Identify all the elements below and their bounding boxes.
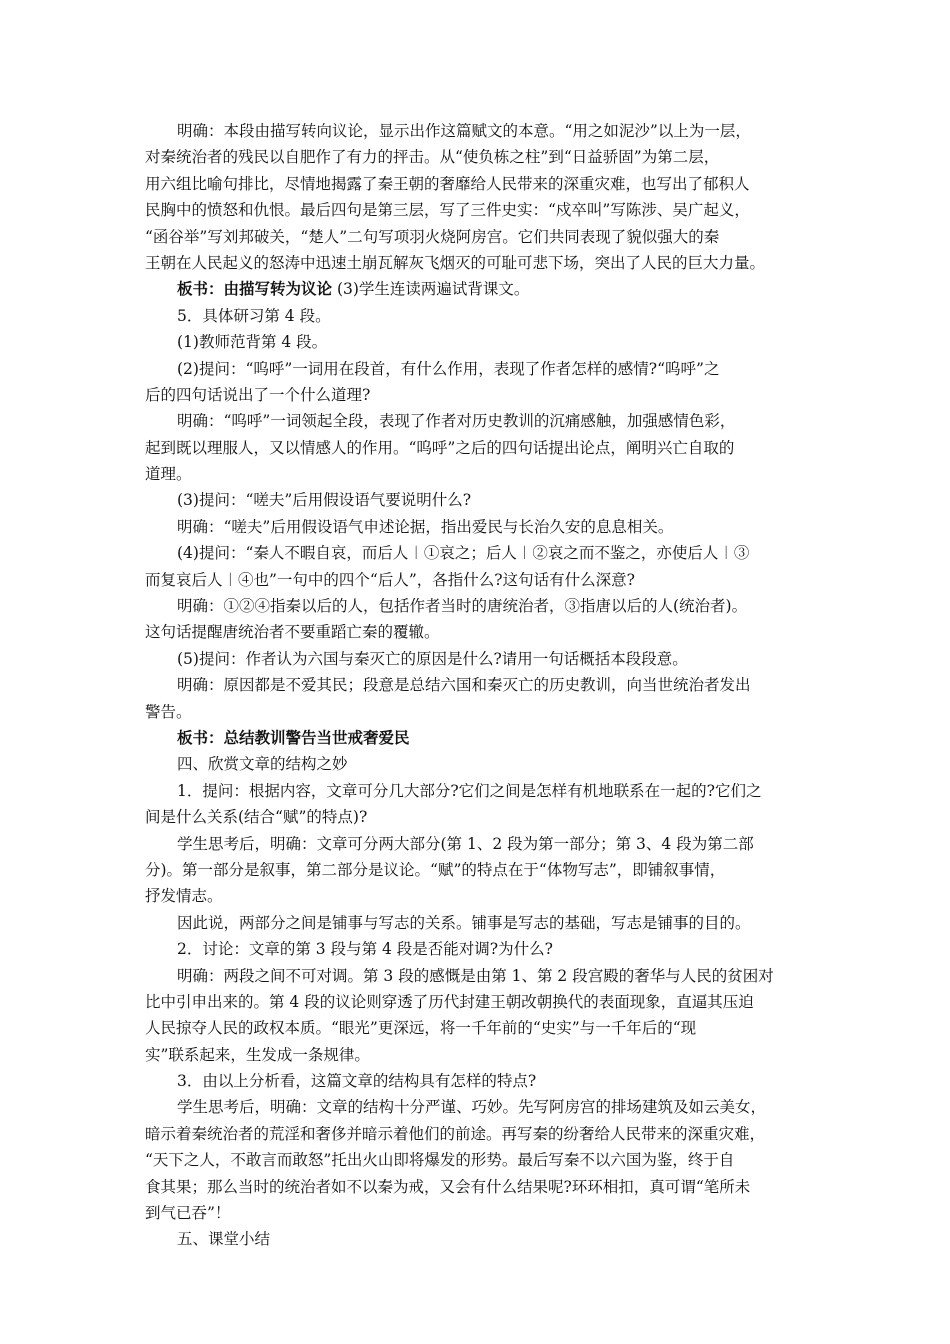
text-line — [145, 831, 809, 857]
line-text: 食其果；那么当时的统治者如不以秦为戒，又会有什么结果呢?环环相扣，真可谓“笔所未 — [145, 1177, 751, 1196]
line-text: 起到既以理服人，又以情感人的作用。“呜呼”之后的四句话提出论点，阐明兴亡自取的 — [145, 438, 735, 457]
line-text: (3)学生连读两遍试背课文。 — [332, 280, 530, 299]
text-line — [145, 910, 809, 936]
text-line — [145, 1174, 809, 1200]
line-text: 1．提问：根据内容，文章可分几大部分?它们之间是怎样有机地联系在一起的?它们之 — [177, 781, 762, 800]
text-line — [145, 144, 809, 170]
line-text: 3．由以上分析看，这篇文章的结构具有怎样的特点? — [177, 1072, 537, 1091]
line-text: 五、课堂小结 — [177, 1230, 271, 1249]
text-line — [145, 435, 809, 461]
line-text: 道理。 — [145, 465, 192, 484]
line-text: (5)提问：作者认为六国与秦灭亡的原因是什么?请用一句话概括本段段意。 — [177, 649, 688, 668]
text-line — [145, 593, 809, 619]
line-text: 这句话提醒唐统治者不要重蹈亡秦的覆辙。 — [145, 623, 440, 642]
text-line — [145, 514, 809, 540]
text-line — [145, 461, 809, 487]
text-line — [145, 303, 809, 329]
line-text: 学生思考后，明确：文章的结构十分严谨、巧妙。先写阿房宫的排场建筑及如云美女， — [177, 1098, 767, 1117]
text-line — [145, 646, 809, 672]
text-line — [145, 883, 809, 909]
text-line — [145, 1042, 809, 1068]
text-line — [145, 1147, 809, 1173]
line-text: 明确：两段之间不可对调。第 3 段的感慨是由第 1、第 2 段宫殿的奢华与人民的贫困对 — [177, 966, 774, 985]
text-line — [145, 936, 809, 962]
text-line — [145, 804, 809, 830]
line-text: “天下之人，不敢言而敢怒”托出火山即将爆发的形势。最后写秦不以六国为鉴，终于自 — [145, 1151, 735, 1170]
line-text: 四、欣赏文章的结构之妙 — [177, 755, 348, 774]
text-line — [145, 250, 809, 276]
line-text: 用六组比喻句排比，尽情地揭露了秦王朝的奢靡给人民带来的深重灾难，也写出了郁积人 — [145, 174, 750, 193]
line-text: 警告。 — [145, 702, 192, 721]
line-text: 暗示着秦统治者的荒淫和奢侈并暗示着他们的前途。再写秦的纷奢给人民带来的深重灾难， — [145, 1124, 766, 1143]
line-text: 王朝在人民起义的怒涛中迅速土崩瓦解灰飞烟灭的可耻可悲下场，突出了人民的巨大力量。 — [145, 253, 766, 272]
line-text: “函谷举”写刘邦破关，“楚人”二句写项羽火烧阿房宫。它们共同表现了貌似强大的秦 — [145, 227, 720, 246]
line-text: 而复哀后人︱④也”一句中的四个“后人”，各指什么?这句话有什么深意? — [145, 570, 635, 589]
line-text: 明确：原因都是不爱其民；段意是总结六国和秦灭亡的历史教训，向当世统治者发出 — [177, 676, 751, 695]
text-line — [145, 619, 809, 645]
document-body — [145, 118, 809, 1253]
text-line — [145, 963, 809, 989]
text-line — [145, 408, 809, 434]
line-text: (4)提问：“秦人不暇自哀，而后人︱①哀之；后人︱②哀之而不鉴之，亦使后人︱③ — [177, 544, 750, 563]
line-text: 分)。第一部分是叙事，第二部分是议论。“赋”的特点在于“体物写志”，即铺叙事情， — [145, 860, 726, 879]
line-text: 明确：“嗟夫”后用假设语气申述论据，指出爱民与长治久安的息息相关。 — [177, 517, 674, 536]
text-line — [145, 487, 809, 513]
text-line — [145, 356, 809, 382]
text-line — [145, 1121, 809, 1147]
line-text: 比中引申出来的。第 4 段的议论则穿透了历代封建王朝改朝换代的表面现象，直逼其压迫 — [145, 992, 754, 1011]
text-line — [145, 1015, 809, 1041]
line-text: 实”联系起来，生发成一条规律。 — [145, 1045, 370, 1064]
text-line — [145, 778, 809, 804]
line-text: 到气已吞”！ — [145, 1204, 231, 1223]
board-note: 板书：总结教训警告当世戒奢爱民 — [177, 727, 410, 747]
text-line — [145, 672, 809, 698]
text-line — [145, 699, 809, 725]
text-line — [145, 1200, 809, 1226]
line-text: (2)提问：“呜呼”一词用在段首，有什么作用，表现了作者怎样的感情?“呜呼”之 — [177, 359, 720, 378]
text-line — [145, 567, 809, 593]
line-text: 抒发情志。 — [145, 887, 223, 906]
text-line — [145, 540, 809, 566]
line-text: 5．具体研习第 4 段。 — [177, 306, 331, 325]
line-text: 明确：本段由描写转向议论，显示出作这篇赋文的本意。“用之如泥沙”以上为一层， — [177, 122, 751, 140]
board-note: 板书：由描写转为议论 — [177, 279, 333, 299]
text-line — [145, 276, 809, 302]
text-line — [145, 1068, 809, 1094]
text-line — [145, 1094, 809, 1120]
text-line — [145, 197, 809, 223]
text-line — [145, 171, 809, 197]
text-line — [145, 118, 809, 144]
line-text: (3)提问：“嗟夫”后用假设语气要说明什么? — [177, 491, 472, 510]
line-text: 因此说，两部分之间是铺事与写志的关系。铺事是写志的基础，写志是铺事的目的。 — [177, 913, 751, 932]
line-text: (1)教师范背第 4 段。 — [177, 333, 328, 352]
text-line — [145, 382, 809, 408]
text-line — [145, 329, 809, 355]
line-text: 人民掠夺人民的政权本质。“眼光”更深远，将一千年前的“史实”与一千年后的“现 — [145, 1019, 697, 1038]
text-line — [145, 1226, 809, 1252]
line-text: 对秦统治者的残民以自肥作了有力的抨击。从“使负栋之柱”到“日益骄固”为第二层， — [145, 148, 720, 167]
text-line — [145, 857, 809, 883]
line-text: 民胸中的愤怒和仇恨。最后四句是第三层，写了三件史实：“戍卒叫”写陈涉、吴广起义， — [145, 201, 750, 220]
text-line — [145, 989, 809, 1015]
line-text: 间是什么关系(结合“赋”的特点)? — [145, 808, 368, 827]
line-text: 明确：“呜呼”一词领起全段，表现了作者对历史教训的沉痛感触，加强感情色彩， — [177, 412, 736, 431]
line-text: 后的四句话说出了一个什么道理? — [145, 385, 371, 404]
text-line — [145, 725, 809, 751]
line-text: 明确：①②④指秦以后的人，包括作者当时的唐统治者，③指唐以后的人(统治者)。 — [177, 597, 748, 616]
line-text: 学生思考后，明确：文章可分两大部分(第 1、2 段为第一部分；第 3、4 段为第二部 — [177, 834, 754, 853]
text-line — [145, 751, 809, 777]
text-line — [145, 224, 809, 250]
line-text: 2．讨论：文章的第 3 段与第 4 段是否能对调?为什么? — [177, 940, 553, 959]
